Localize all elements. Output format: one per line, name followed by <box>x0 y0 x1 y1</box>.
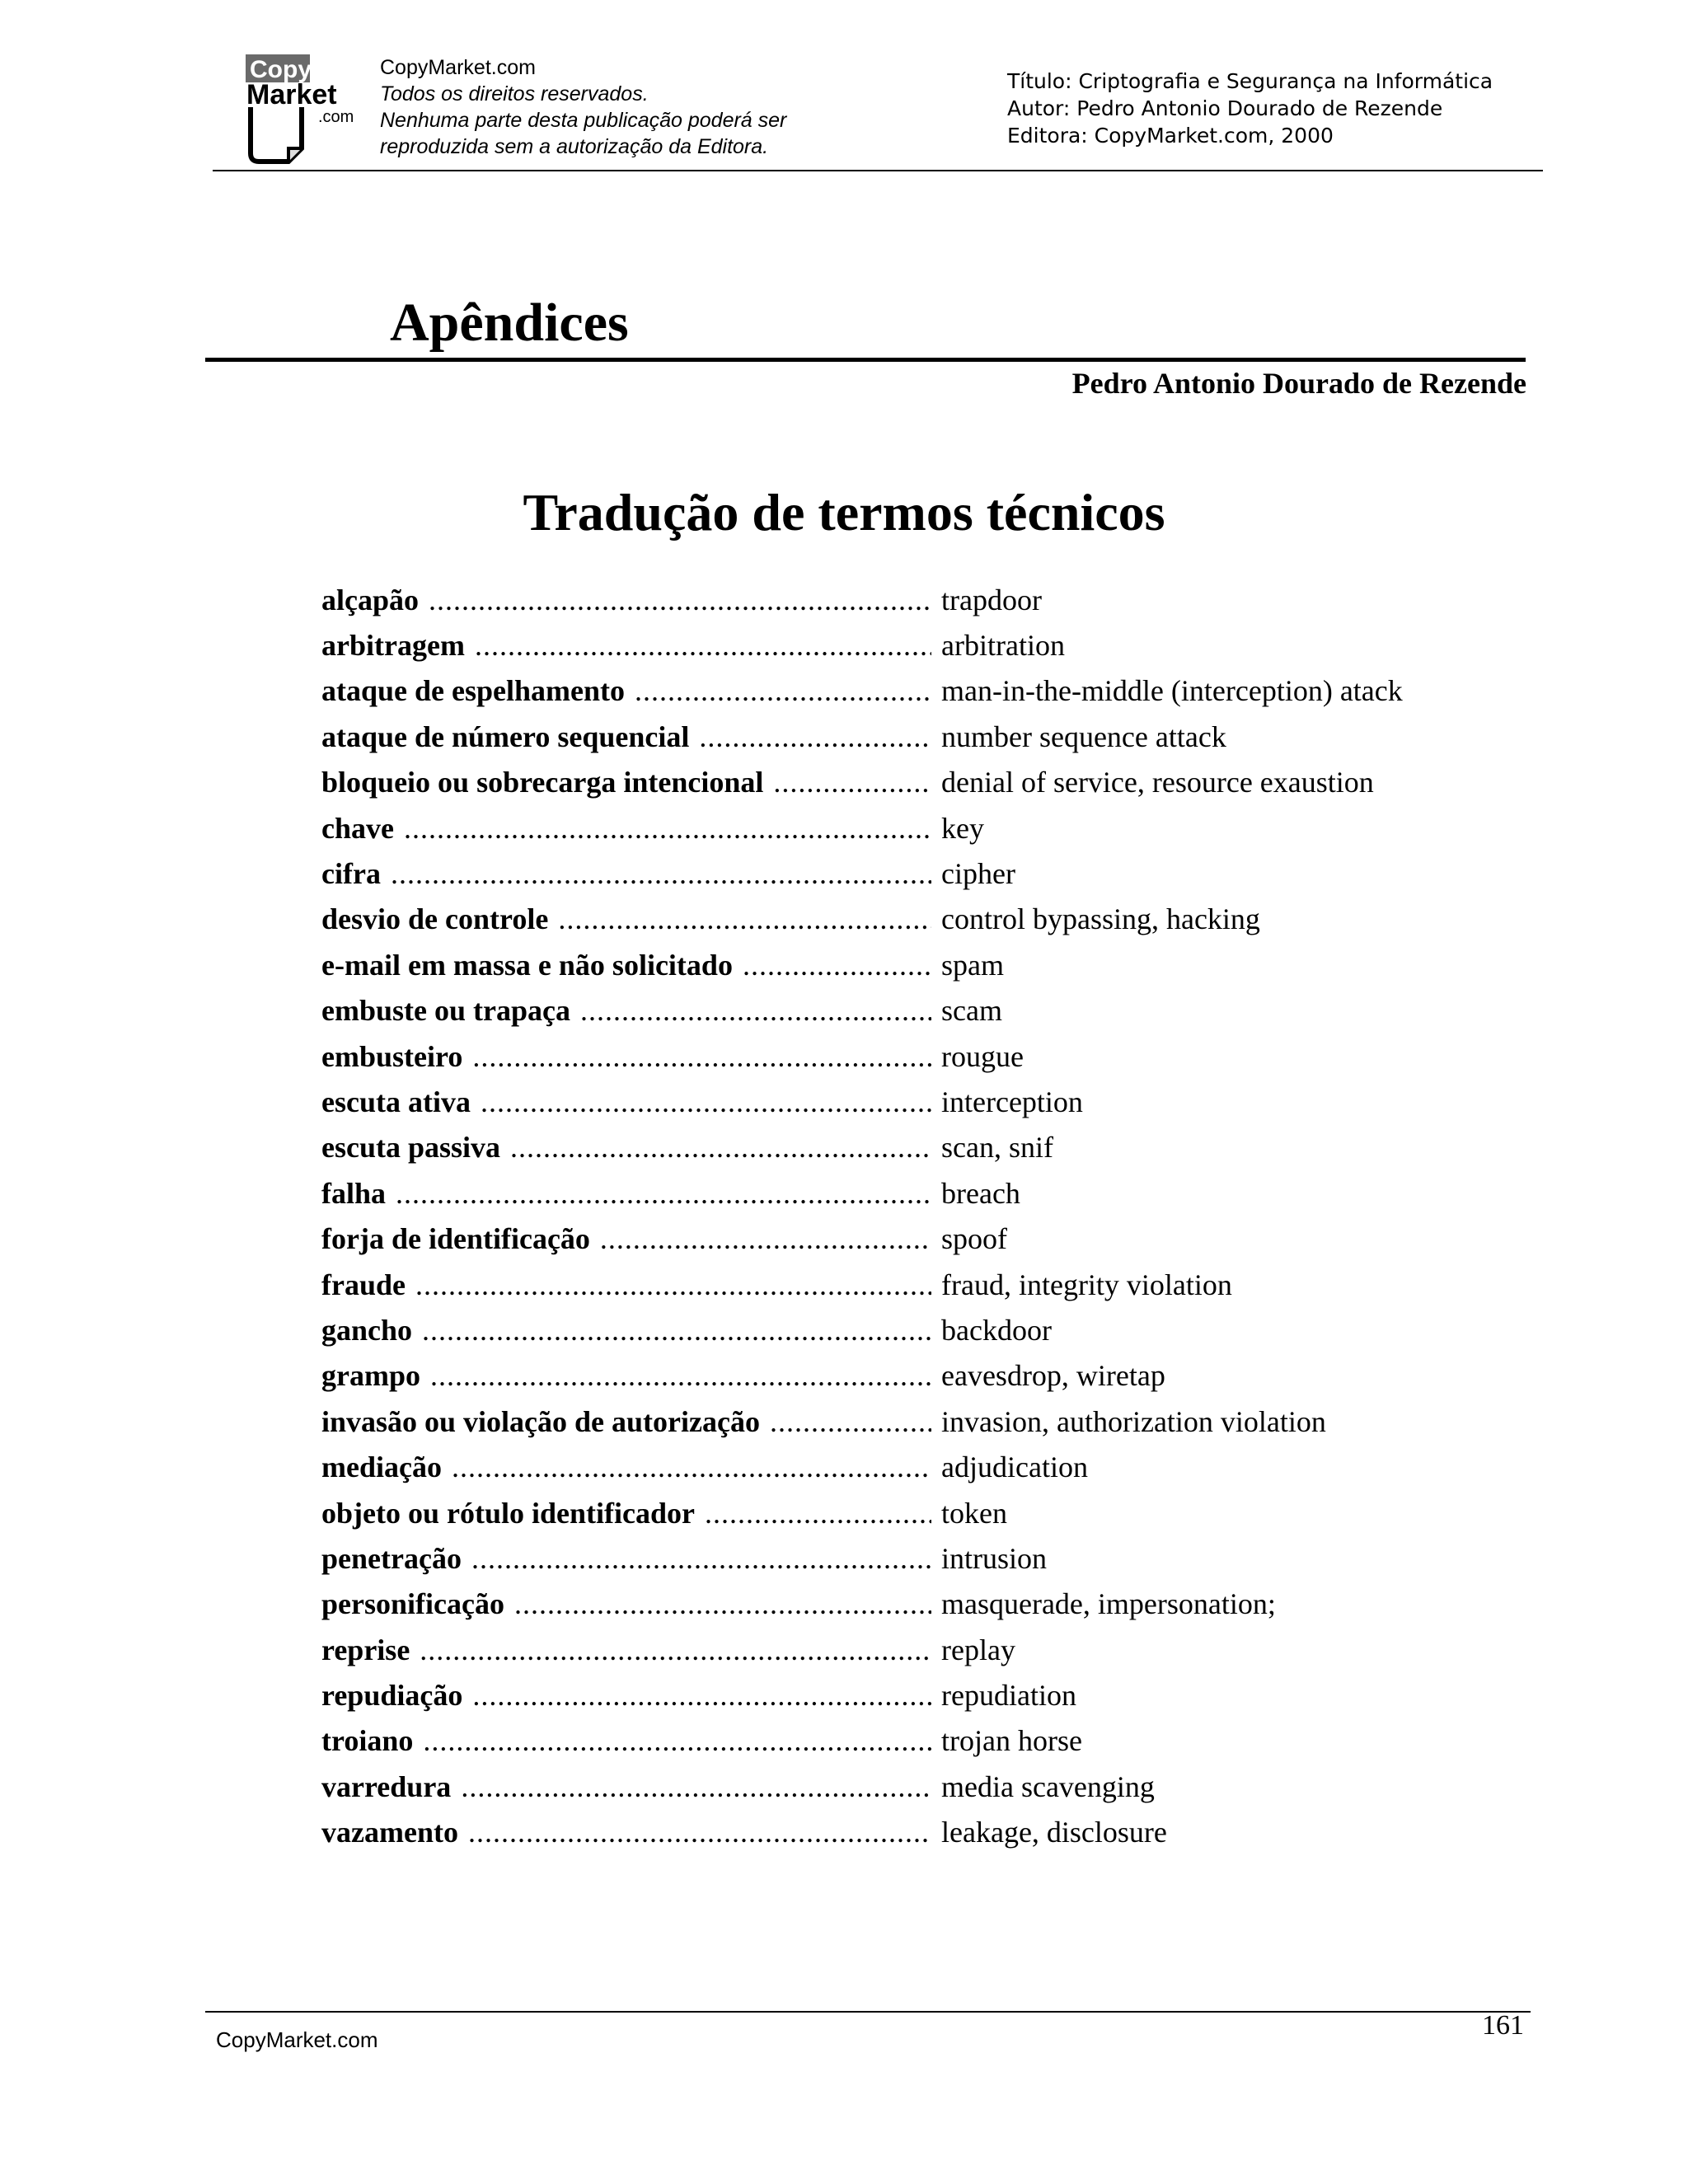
term-cell <box>321 1357 931 1394</box>
english-term: interception <box>941 1085 1083 1118</box>
english-term: spam <box>941 948 1004 982</box>
english-term: media scavenging <box>941 1769 1155 1803</box>
glossary-entry <box>321 1810 1475 1855</box>
portuguese-term: gancho <box>321 1313 413 1347</box>
term-cell <box>321 901 931 937</box>
portuguese-term: desvio de controle <box>321 902 549 936</box>
dot-leader <box>471 1540 931 1577</box>
english-term: breach <box>941 1176 1020 1210</box>
glossary-entry <box>321 1444 1475 1489</box>
glossary-entry <box>321 897 1475 942</box>
dot-leader <box>472 1038 931 1075</box>
dot-leader <box>422 1312 931 1348</box>
dot-leader <box>420 1632 931 1668</box>
glossary-entry <box>321 622 1475 668</box>
glossary-entry <box>321 668 1475 714</box>
term-cell <box>321 1814 931 1850</box>
term-cell <box>321 1586 931 1622</box>
term-cell <box>321 1540 931 1577</box>
dot-leader <box>481 1084 931 1120</box>
portuguese-term: bloqueio ou sobrecarga intencional <box>321 766 764 799</box>
term-cell <box>321 1221 931 1257</box>
logo-word-market: Market <box>246 79 337 110</box>
dot-leader <box>452 1449 931 1485</box>
dot-leader <box>773 764 931 800</box>
portuguese-term: vazamento <box>321 1816 458 1849</box>
dot-leader <box>461 1769 931 1805</box>
portuguese-term: escuta ativa <box>321 1085 471 1118</box>
dot-leader <box>396 1175 931 1212</box>
chapter-author: Pedro Antonio Dourado de Rezende <box>1071 367 1526 400</box>
dot-leader <box>514 1586 931 1622</box>
term-cell <box>321 1769 931 1805</box>
term-cell <box>321 1129 931 1165</box>
portuguese-term: reprise <box>321 1633 410 1666</box>
english-term: number sequence attack <box>941 719 1226 753</box>
portuguese-term: troiano <box>321 1724 414 1758</box>
english-term: trapdoor <box>941 583 1042 616</box>
dot-leader <box>705 1495 931 1531</box>
english-term: cipher <box>941 857 1015 891</box>
portuguese-term: chave <box>321 811 394 845</box>
glossary-list <box>321 577 1475 1855</box>
english-term: arbitration <box>941 629 1065 663</box>
portuguese-term: repudiação <box>321 1679 463 1713</box>
term-cell <box>321 1632 931 1668</box>
dot-leader <box>404 810 931 846</box>
book-publisher: Editora: CopyMarket.com, 2000 <box>1007 124 1334 148</box>
english-term: replay <box>941 1633 1015 1666</box>
rights-line: Nenhuma parte desta publicação poderá ser <box>380 109 787 132</box>
english-term: repudiation <box>941 1679 1076 1713</box>
dot-leader <box>635 673 931 709</box>
glossary-entry <box>321 1399 1475 1444</box>
term-cell <box>321 627 931 663</box>
term-cell <box>321 764 931 800</box>
term-cell <box>321 719 931 755</box>
chapter-divider <box>205 358 1526 362</box>
rights-line: Todos os direitos reservados. <box>380 82 649 105</box>
glossary-entry <box>321 1262 1475 1307</box>
dot-leader <box>423 1722 931 1759</box>
dot-leader <box>472 1677 931 1713</box>
portuguese-term: escuta passiva <box>321 1131 501 1165</box>
book-title: Título: Criptografia e Segurança na Informática <box>1007 69 1493 93</box>
glossary-entry <box>321 1535 1475 1581</box>
term-cell <box>321 1677 931 1713</box>
dot-leader <box>429 582 931 618</box>
english-term: control bypassing, hacking <box>941 902 1260 936</box>
english-term: adjudication <box>941 1451 1088 1484</box>
glossary-entry <box>321 1170 1475 1216</box>
english-term: backdoor <box>941 1313 1052 1347</box>
book-info <box>1007 68 1493 149</box>
portuguese-term: e-mail em massa e não solicitado <box>321 948 733 982</box>
glossary-entry <box>321 1582 1475 1627</box>
english-term: rougue <box>941 1039 1024 1073</box>
publisher-notice <box>380 54 786 160</box>
glossary-entry <box>321 1125 1475 1170</box>
dot-leader <box>600 1221 931 1257</box>
section-title: Tradução de termos técnicos <box>523 483 1165 541</box>
logo-word-copy: Copy <box>250 56 312 83</box>
glossary-entry <box>321 1079 1475 1124</box>
dot-leader <box>743 947 931 983</box>
dot-leader <box>558 901 931 937</box>
portuguese-term: embusteiro <box>321 1039 463 1073</box>
portuguese-term: embuste ou trapaça <box>321 994 570 1028</box>
english-term: spoof <box>941 1222 1007 1256</box>
glossary-entry <box>321 805 1475 851</box>
term-cell <box>321 1404 931 1440</box>
glossary-entry <box>321 1672 1475 1718</box>
book-author: Autor: Pedro Antonio Dourado de Rezende <box>1007 96 1443 120</box>
glossary-entry <box>321 1307 1475 1352</box>
portuguese-term: objeto ou rótulo identificador <box>321 1496 695 1530</box>
term-cell <box>321 1038 931 1075</box>
portuguese-term: falha <box>321 1176 387 1210</box>
portuguese-term: mediação <box>321 1451 442 1484</box>
portuguese-term: penetração <box>321 1541 462 1575</box>
rights-line: reproduzida sem a autorização da Editora. <box>380 135 769 158</box>
english-term: denial of service, resource exaustion <box>941 766 1374 799</box>
english-term: trojan horse <box>941 1724 1082 1758</box>
glossary-entry <box>321 760 1475 805</box>
english-term: leakage, disclosure <box>941 1816 1167 1849</box>
footer-divider <box>205 2011 1531 2013</box>
portuguese-term: fraude <box>321 1268 406 1301</box>
dot-leader <box>415 1267 931 1303</box>
english-term: token <box>941 1496 1007 1530</box>
dot-leader <box>699 719 931 755</box>
dot-leader <box>580 992 931 1029</box>
portuguese-term: cifra <box>321 857 381 891</box>
glossary-entry <box>321 714 1475 759</box>
term-cell <box>321 1312 931 1348</box>
glossary-entry <box>321 1764 1475 1809</box>
english-term: scan, snif <box>941 1131 1053 1165</box>
dot-leader <box>770 1404 931 1440</box>
chapter-title: Apêndices <box>390 293 629 353</box>
glossary-entry <box>321 1353 1475 1399</box>
term-cell <box>321 1175 931 1212</box>
term-cell <box>321 1449 931 1485</box>
glossary-entry <box>321 577 1475 622</box>
english-term: eavesdrop, wiretap <box>941 1359 1165 1393</box>
portuguese-term: alçapão <box>321 583 420 616</box>
copymarket-logo <box>246 54 361 166</box>
glossary-entry <box>321 1490 1475 1535</box>
portuguese-term: invasão ou violação de autorização <box>321 1404 760 1438</box>
term-cell <box>321 673 931 709</box>
dot-leader <box>468 1814 931 1850</box>
english-term: invasion, authorization violation <box>941 1404 1326 1438</box>
term-cell <box>321 1267 931 1303</box>
publisher-name: CopyMarket.com <box>380 56 536 79</box>
portuguese-term: grampo <box>321 1359 420 1393</box>
dot-leader <box>430 1357 931 1394</box>
english-term: masquerade, impersonation; <box>941 1587 1276 1621</box>
term-cell <box>321 810 931 846</box>
logo-word-dotcom: .com <box>318 108 354 126</box>
term-cell <box>321 947 931 983</box>
dot-leader <box>391 855 931 892</box>
english-term: key <box>941 811 984 845</box>
glossary-entry <box>321 1718 1475 1764</box>
portuguese-term: varredura <box>321 1769 452 1803</box>
page-number: 161 <box>1482 2010 1524 2041</box>
term-cell <box>321 855 931 892</box>
glossary-entry <box>321 988 1475 1033</box>
term-cell <box>321 1722 931 1759</box>
glossary-entry <box>321 942 1475 987</box>
glossary-entry <box>321 851 1475 896</box>
english-term: fraud, integrity violation <box>941 1268 1232 1301</box>
portuguese-term: personificação <box>321 1587 504 1621</box>
dot-leader <box>475 627 931 663</box>
portuguese-term: ataque de número sequencial <box>321 719 690 753</box>
glossary-entry <box>321 1033 1475 1079</box>
english-term: intrusion <box>941 1541 1048 1575</box>
term-cell <box>321 582 931 618</box>
portuguese-term: forja de identificação <box>321 1222 590 1256</box>
portuguese-term: arbitragem <box>321 629 465 663</box>
term-cell <box>321 1084 931 1120</box>
term-cell <box>321 1495 931 1531</box>
glossary-entry <box>321 1216 1475 1261</box>
term-cell <box>321 992 931 1029</box>
english-term: scam <box>941 994 1002 1028</box>
portuguese-term: ataque de espelhamento <box>321 674 625 708</box>
header-divider <box>213 170 1543 171</box>
english-term: man-in-the-middle (interception) atack <box>941 674 1403 708</box>
glossary-entry <box>321 1627 1475 1672</box>
dot-leader <box>510 1129 931 1165</box>
footer-brand: CopyMarket.com <box>216 2027 378 2052</box>
